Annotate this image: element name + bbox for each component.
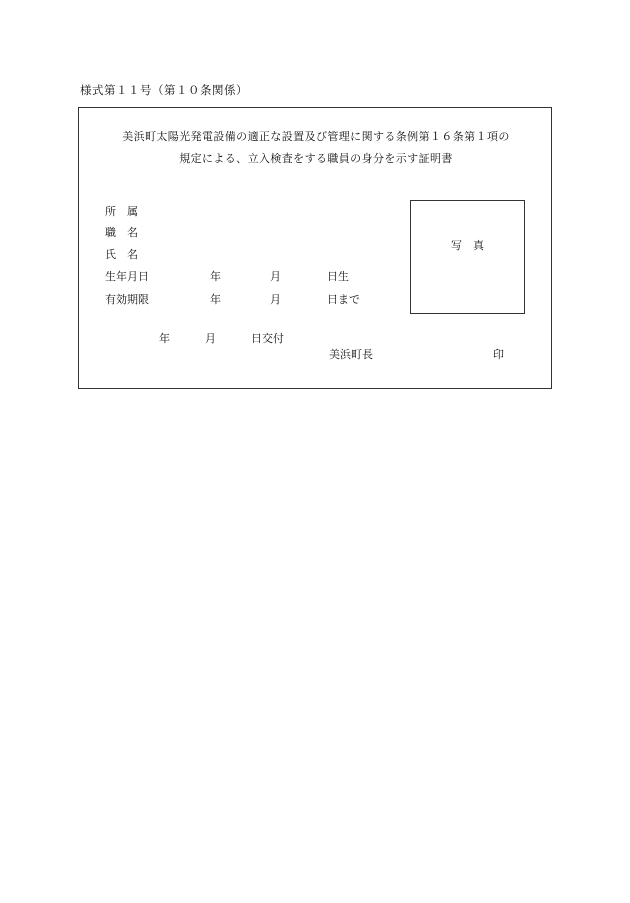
birth-month-label: 月 (270, 270, 281, 283)
issue-day-label: 日交付 (251, 332, 284, 345)
valid-year-label: 年 (210, 293, 221, 306)
birth-year-label: 年 (210, 270, 221, 283)
certificate-title-line1: 美浜町太陽光発電設備の適正な設置及び管理に関する条例第１６条第１項の (122, 130, 510, 143)
issue-year-label: 年 (159, 332, 170, 345)
seal-label: 印 (493, 348, 504, 361)
form-number: 様式第１１号（第１０条関係） (80, 83, 248, 97)
certificate-title-line2: 規定による、立入検査をする職員の身分を示す証明書 (179, 152, 453, 165)
photo-frame (410, 200, 525, 314)
affiliation-label: 所 属 (105, 205, 138, 218)
birth-day-label: 日生 (327, 270, 349, 283)
birth-date-label: 生年月日 (105, 270, 149, 283)
certificate-box (78, 107, 552, 389)
photo-label: 写 真 (451, 239, 484, 252)
valid-month-label: 月 (270, 293, 281, 306)
name-label: 氏 名 (105, 248, 138, 261)
issuer-label: 美浜町長 (329, 348, 373, 361)
position-label: 職 名 (105, 226, 138, 239)
valid-day-label: 日まで (327, 293, 360, 306)
issue-month-label: 月 (205, 332, 216, 345)
valid-until-label: 有効期限 (105, 293, 149, 306)
